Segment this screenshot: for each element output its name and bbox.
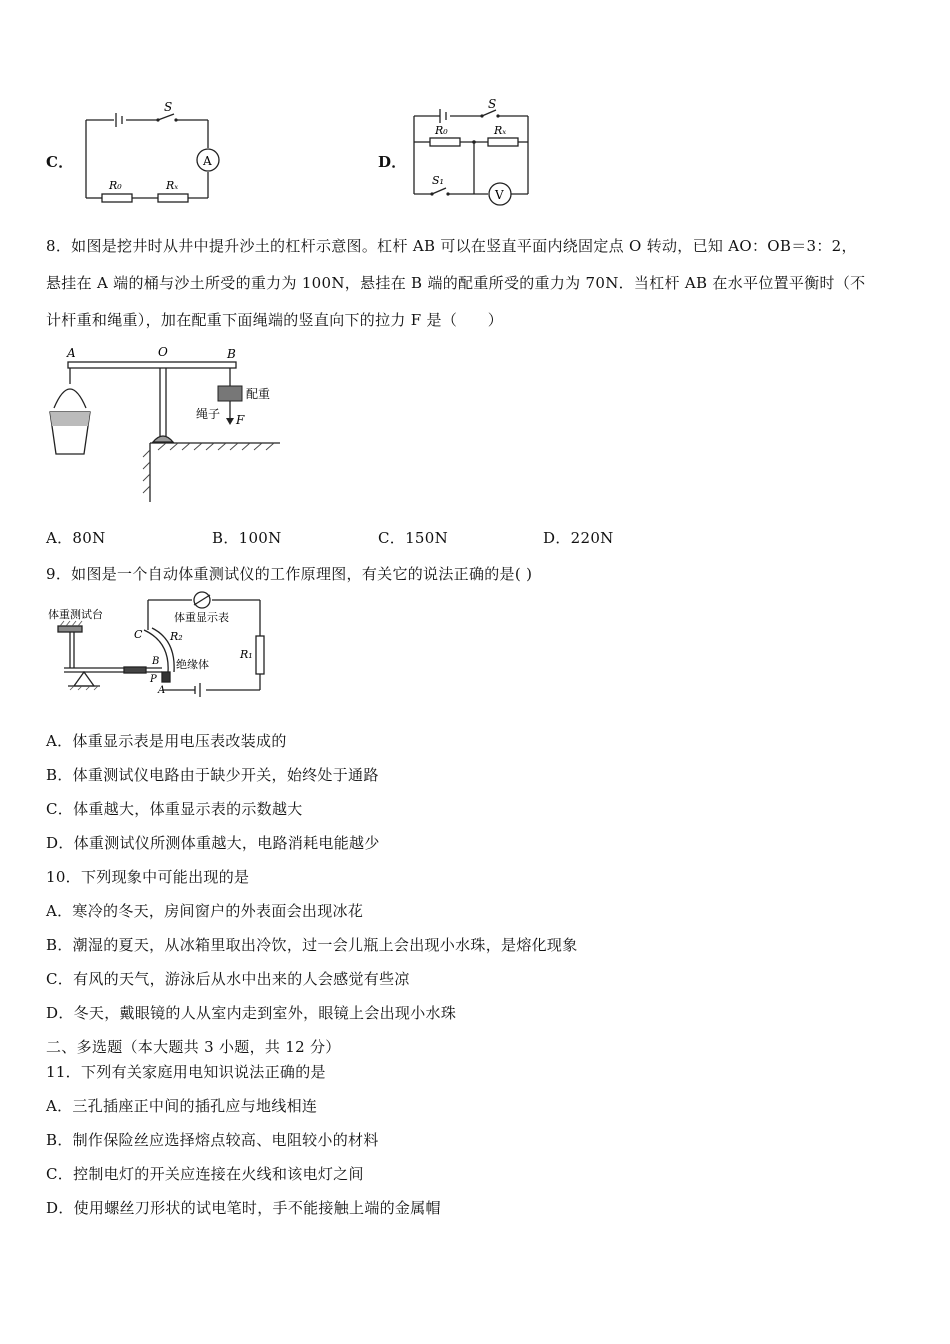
q10-option-a: A．寒冷的冬天，房间窗户的外表面会出现冰花 (46, 902, 364, 920)
point-c-label: C (134, 628, 143, 641)
q9-option-c: C．体重越大，体重显示表的示数越大 (46, 800, 303, 818)
q10-stem: 10．下列现象中可能出现的是 (46, 868, 250, 886)
q8-stem-line1: 8．如图是挖井时从井中提升沙土的杠杆示意图。杠杆 AB 可以在竖直平面内绕固定点 O 转动，已知 AO：OB＝3：2， (46, 237, 857, 255)
point-a-label: A (158, 685, 166, 696)
display-meter-label: 体重显示表 (174, 611, 229, 624)
q8-stem-line2: 悬挂在 A 端的桶与沙土所受的重力为 100N，悬挂在 B 端的配重所受的重力为 70N．当杠杆 AB 在水平位置平衡时（不 (46, 274, 866, 292)
q10-option-b: B．潮湿的夏天，从冰箱里取出冷饮，过一会儿瓶上会出现小水珠，是熔化现象 (46, 936, 578, 954)
switch-s1-label: S₁ (432, 174, 444, 187)
q10-option-d: D．冬天，戴眼镜的人从室内走到室外，眼镜上会出现小水珠 (46, 1004, 457, 1022)
q7-option-c-label: C． (46, 153, 74, 171)
point-p-label: P (150, 674, 157, 685)
r2-label: R₂ (170, 630, 183, 643)
q7-circuit-c (80, 98, 230, 208)
q8-option-b: B．100N (212, 529, 282, 547)
point-b-label: B (227, 347, 236, 361)
voltmeter-label: V (495, 188, 504, 202)
q9-stem: 9．如图是一个自动体重测试仪的工作原理图，有关它的说法正确的是( ) (46, 565, 533, 583)
section-title: 二、多选题（本大题共 3 小题，共 12 分） (46, 1038, 341, 1056)
force-f-label: F (236, 413, 245, 427)
q8-lever-figure (40, 342, 290, 507)
switch-s-label: S (488, 97, 497, 111)
r0-label: R₀ (435, 124, 448, 137)
q11-stem: 11．下列有关家庭用电知识说法正确的是 (46, 1063, 326, 1081)
q8-option-d: D．220N (543, 529, 614, 547)
point-b-label: B (152, 656, 160, 667)
q8-stem-line3: 计杆重和绳重），加在配重下面绳端的竖直向下的拉力 F 是（ ） (46, 311, 504, 329)
switch-s-label: S (164, 100, 173, 114)
q9-option-d: D．体重测试仪所测体重越大，电路消耗电能越少 (46, 834, 380, 852)
q11-option-c: C．控制电灯的开关应连接在火线和该电灯之间 (46, 1165, 364, 1183)
point-o-label: O (158, 345, 168, 359)
rx-label: Rₓ (166, 179, 179, 192)
rope-label: 绳子 (196, 407, 221, 421)
q9-option-b: B．体重测试仪电路由于缺少开关，始终处于通路 (46, 766, 379, 784)
q7-circuit-d (408, 96, 538, 208)
q9-option-a: A．体重显示表是用电压表改装成的 (46, 732, 287, 750)
ammeter-label: A (203, 154, 212, 168)
platform-label: 体重测试台 (48, 608, 103, 621)
point-a-label: A (67, 346, 76, 360)
counterweight-label: 配重 (246, 387, 271, 401)
q11-option-a: A．三孔插座正中间的插孔应与地线相连 (46, 1097, 318, 1115)
r0-label: R₀ (109, 179, 122, 192)
q11-option-d: D．使用螺丝刀形状的试电笔时，手不能接触上端的金属帽 (46, 1199, 441, 1217)
q7-option-d-label: D． (378, 153, 407, 171)
r1-label: R₁ (240, 648, 253, 661)
insulator-label: 绝缘体 (176, 658, 209, 671)
q8-option-c: C．150N (378, 529, 449, 547)
q11-option-b: B．制作保险丝应选择熔点较高、电阻较小的材料 (46, 1131, 379, 1149)
q10-option-c: C．有风的天气，游泳后从水中出来的人会感觉有些凉 (46, 970, 410, 988)
q8-option-a: A．80N (46, 529, 106, 547)
rx-label: Rₓ (494, 124, 507, 137)
q9-scale-circuit-figure (44, 590, 284, 705)
